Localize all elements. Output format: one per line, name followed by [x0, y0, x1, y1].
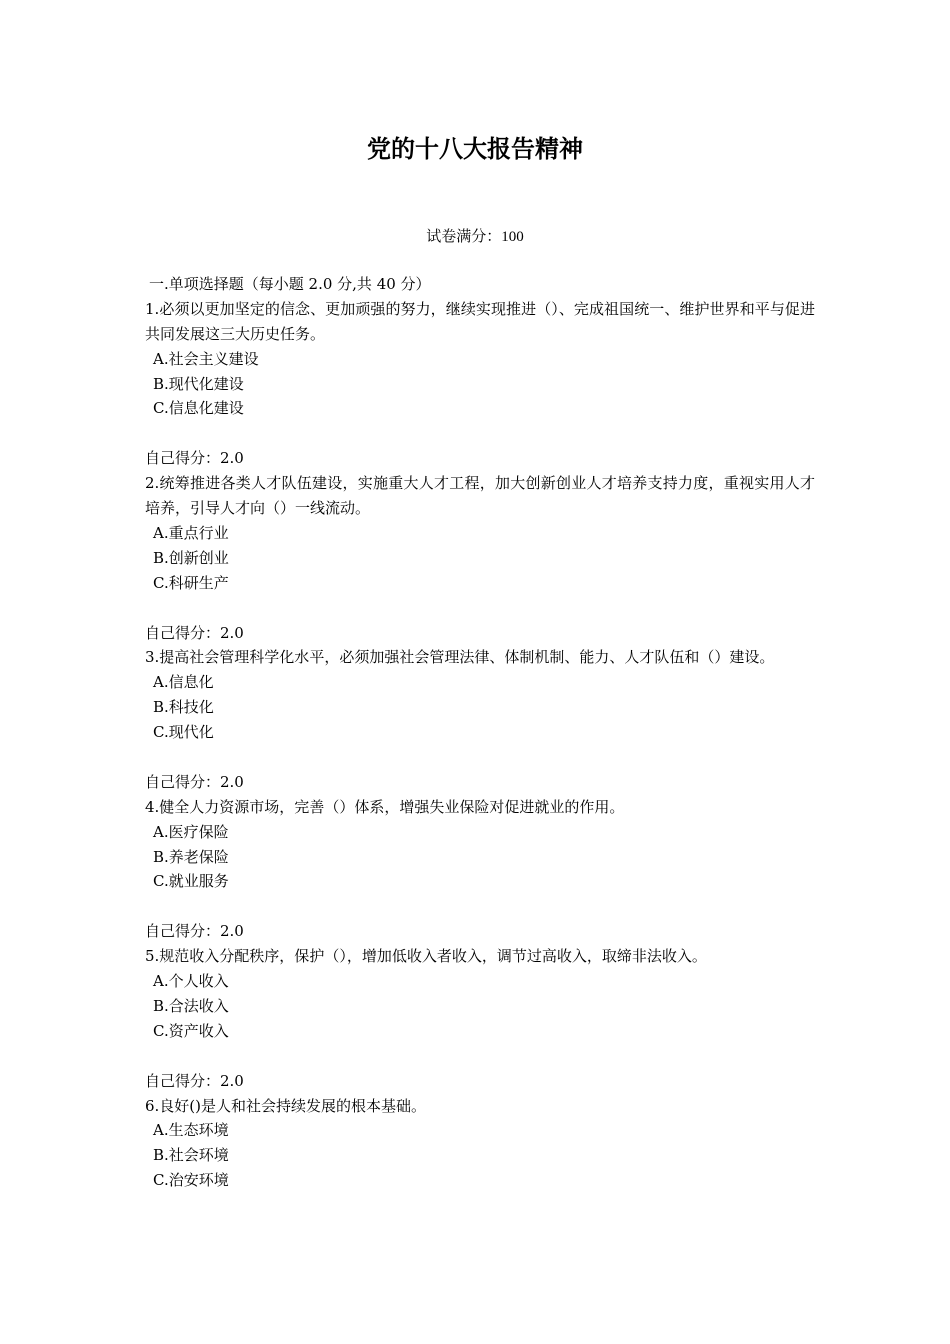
score-label: 自己得分：2.0	[145, 449, 244, 468]
full-score-value: 100	[501, 229, 524, 245]
spacer	[145, 1044, 815, 1069]
question-text: 4.健全人力资源市场，完善（）体系，增强失业保险对促进就业的作用。	[145, 797, 625, 816]
option-a: A.个人收入	[153, 972, 229, 991]
section-heading: 一.单项选择题（每小题 2.0 分,共 40 分）	[149, 275, 431, 293]
option-b: B.合法收入	[153, 996, 229, 1015]
question-text: 6.良好()是人和社会持续发展的根本基础。	[145, 1096, 427, 1115]
option-c: C.就业服务	[153, 872, 229, 891]
option-c: C.资产收入	[153, 1021, 229, 1040]
question-1	[145, 297, 815, 471]
question-text: 1.必须以更加坚定的信念、更加顽强的努力，继续实现推进（）、完成祖国统一、维护世界和平与促进共同发展这三大历史任务。	[145, 299, 815, 343]
document-title: 党的十八大报告精神	[367, 134, 583, 163]
score-label: 自己得分：2.0	[145, 1071, 244, 1090]
option-c: C.治安环境	[153, 1171, 229, 1190]
option-b: B.现代化建设	[153, 374, 244, 393]
option-b: B.养老保险	[153, 847, 229, 866]
spacer	[145, 894, 815, 919]
question-4	[145, 795, 815, 944]
spacer	[145, 421, 815, 446]
option-c: C.现代化	[153, 723, 214, 742]
question-2	[145, 471, 815, 645]
question-list	[145, 272, 815, 1193]
question-3	[145, 645, 815, 794]
option-c: C.科研生产	[153, 573, 229, 592]
question-6	[145, 1094, 815, 1194]
spacer	[145, 596, 815, 621]
score-label: 自己得分：2.0	[145, 922, 244, 941]
option-a: A.信息化	[153, 673, 214, 692]
option-a: A.医疗保险	[153, 822, 229, 841]
option-a: A.生态环境	[153, 1121, 229, 1140]
option-c: C.信息化建设	[153, 399, 244, 418]
question-text: 2.统筹推进各类人才队伍建设，实施重大人才工程，加大创新创业人才培养支持力度，重视实用人才培养，引导人才向（）一线流动。	[145, 474, 815, 518]
option-a: A.重点行业	[153, 523, 229, 542]
spacer	[145, 745, 815, 770]
question-text: 5.规范收入分配秩序，保护（），增加低收入者收入，调节过高收入，取缔非法收入。	[145, 947, 707, 966]
option-b: B.社会环境	[153, 1146, 229, 1165]
option-a: A.社会主义建设	[153, 349, 259, 368]
option-b: B.科技化	[153, 698, 214, 717]
full-score	[0, 224, 950, 249]
question-5	[145, 944, 815, 1093]
option-b: B.创新创业	[153, 548, 229, 567]
score-label: 自己得分：2.0	[145, 623, 244, 642]
full-score-label: 试卷满分：	[426, 227, 502, 245]
score-label: 自己得分：2.0	[145, 772, 244, 791]
question-text: 3.提高社会管理科学化水平，必须加强社会管理法律、体制机制、能力、人才队伍和（）建设。	[145, 648, 775, 667]
